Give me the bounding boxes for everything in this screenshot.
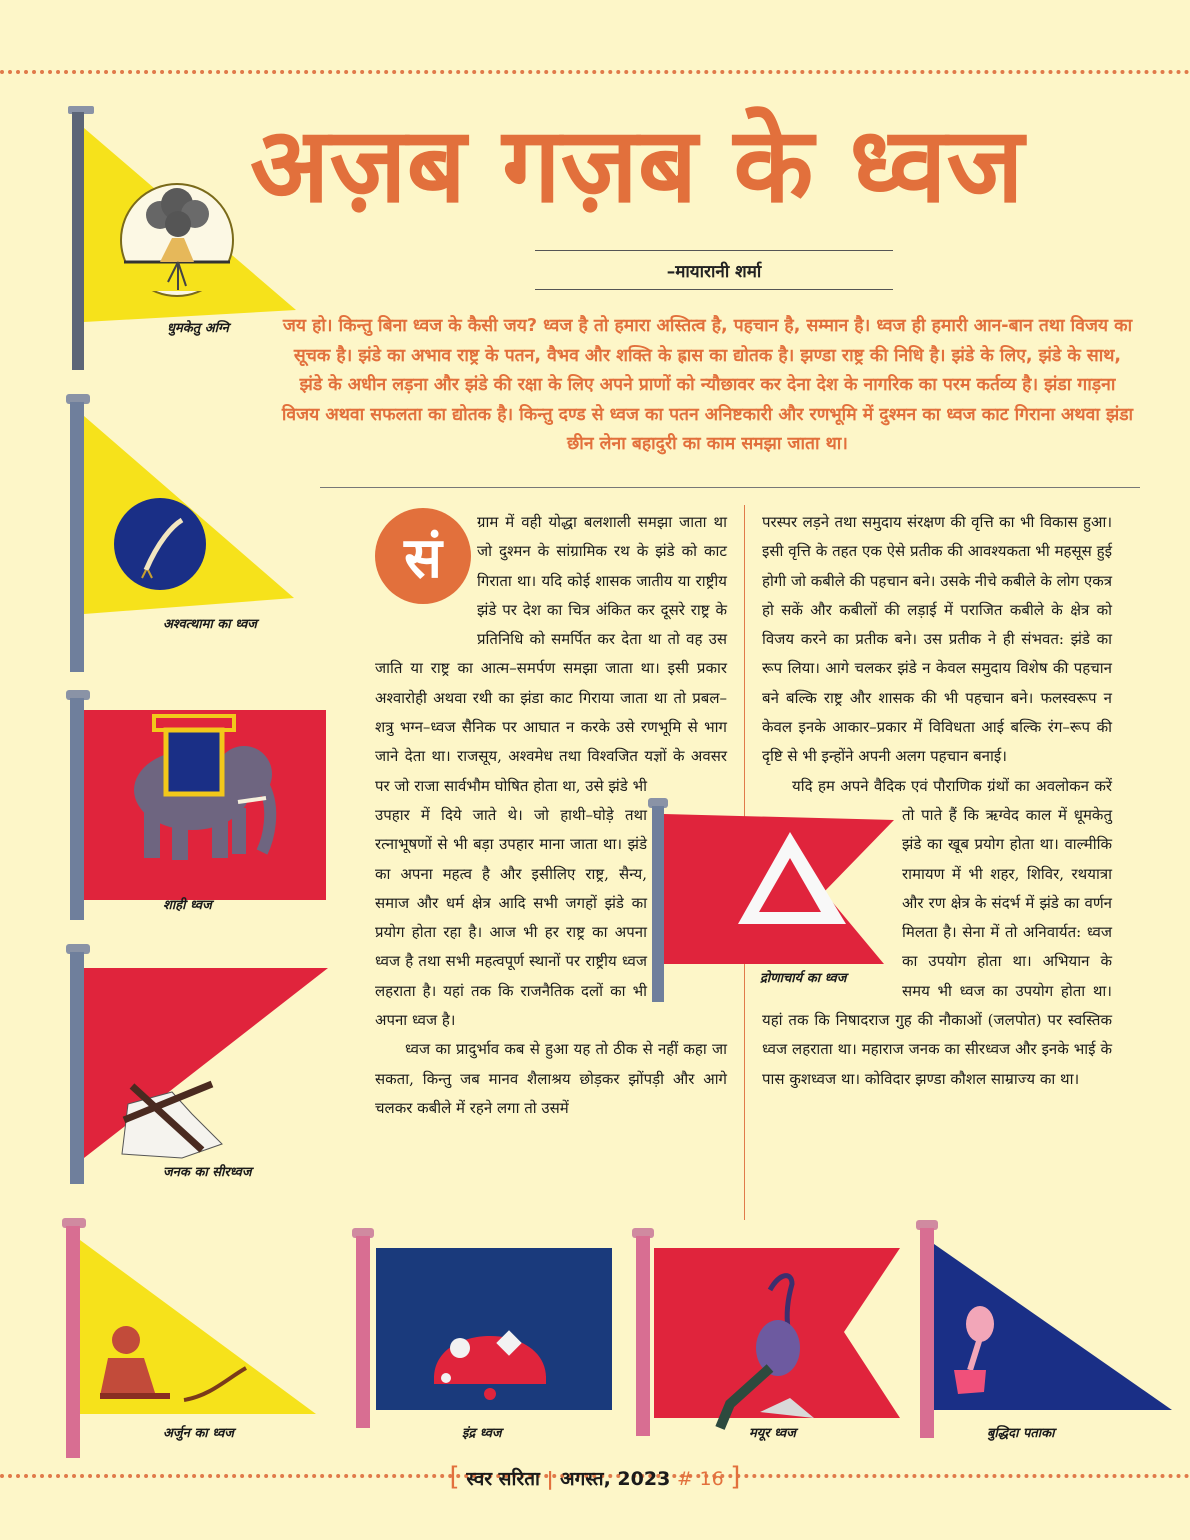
footer-magazine: स्वर सरिता	[466, 1468, 540, 1490]
footer-issue: अगस्त, 2023	[560, 1468, 671, 1490]
footer-bracket-right: ]	[730, 1462, 741, 1492]
page-number: 16	[699, 1468, 724, 1490]
footer-separator: |	[546, 1468, 554, 1490]
column-left-paragraph-1: ग्राम में वही योद्धा बलशाली समझा जाता था जो दुश्मन के सांग्रामिक रथ के झंडे को काट गिराता था। यदि कोई शासक जातीय या राष्ट्रीय झंडे पर देश का चित्र अंकित कर दूसरे राष्ट्र के प्रतिनिधि को समर्पित कर देता था तो वह उस जाति या राष्ट्र का आत्म–समर्पण समझा जाता था। इसी प्रकार अश्वारोही अथवा रथी का झंडा काट गिराया जाता था तो प्रबल–शत्रु भग्न–ध्वज सैनिक पर आघात न करके उसे रणभूमि से भाग जाने देता था। राजसूय, अश्वमेध तथा विश्वजित यज्ञों के अवसर पर जो राजा सार्वभौम घोषित होता था, उसे झंडे भी उपहार में दिये जाते थे। जो हाथी–घोड़े तथा रत्नाभूषणों से भी बड़ा उपहार माना जाता था। झंडे का अपना महत्व है और इसीलिए राष्ट्र, सैन्य, समाज और धर्म क्षेत्र आदि सभी जगहों झंडे का प्रयोग होता रहा है। आज भी हर राष्ट्र का अपना ध्वज है तथा सभी महत्वपूर्ण स्थानों पर राष्ट्रीय ध्वज लहराता है। यहां तक कि राजनैतिक दलों का भी अपना ध्वज है।	[375, 513, 727, 1030]
janak-flag-illustration	[62, 944, 332, 1184]
column-right-paragraph-1: परस्पर लड़ने तथा समुदाय संरक्षण की वृत्ति का भी विकास हुआ। इसी वृत्ति के तहत एक ऐसे प्रतीक की आवश्यकता भी महसूस हुई होगी जो कबीले की पहचान बने। उसके नीचे कबीले के लोग एकत्र हो सकें और कबीलों की लड़ाई में पराजित कबीले के क्षेत्र को विजय करने का प्रतीक बने। उस प्रतीक ने ही संभवत: झंडे का रूप लिया। आगे चलकर झंडे न केवल समुदाय विशेष की पहचान बने बल्कि राष्ट्र और शासक की भी पहचान बने। फलस्वरूप न केवल इनके आकार–प्रकार में विविधता आई बल्कि रंग–रूप की दृष्टि से भी इन्होंने अपनी अलग पहचान बनाई।	[762, 513, 1112, 766]
caption-shahi: शाही ध्वज	[163, 898, 212, 913]
caption-ashwatthama: अश्वत्थामा का ध्वज	[163, 617, 257, 632]
page-title: अज़ब गज़ब के ध्वज	[250, 104, 1024, 226]
indra-flag-illustration	[350, 1228, 615, 1428]
byline: –मायारानी शर्मा	[666, 262, 762, 282]
page-footer	[0, 1462, 1190, 1492]
footer-hash: #	[676, 1468, 693, 1490]
mayur-flag-illustration	[630, 1228, 905, 1438]
drop-cap: सं	[375, 508, 471, 604]
byline-rule-top	[535, 250, 893, 251]
column-right-paragraph-2: यदि हम अपने वैदिक एवं पौराणिक ग्रंथों का अवलोकन करें तो पाते हैं कि ऋग्वेद काल में धूमकेतु झंडे का खूब प्रयोग होता था। वाल्मीकि रामायण में भी शहर, शिविर, रथयात्रा और रण क्षेत्र के संदर्भ में झंडे का वर्णन मिलता है। सेना में तो अनिवार्यत: ध्वज का उपयोग होता था। अभियान के समय भी ध्वज का उपयोग होता था। यहां तक कि निषादराज गुह की नौकाओं (जलपोत) पर स्वस्तिक ध्वज लहराता था। महाराज जनक का सीरध्वज और इनके भाई के पास कुशध्वज था। कोविदार झण्डा कौशल साम्राज्य का था।	[762, 776, 1112, 1088]
arjun-flag-illustration	[60, 1218, 320, 1458]
caption-mayur: मयूर ध्वज	[749, 1426, 796, 1441]
caption-janak: जनक का सीरध्वज	[163, 1165, 252, 1180]
top-dotted-border	[0, 70, 1190, 74]
caption-dhumketu: धुमकेतु अग्नि	[167, 321, 229, 336]
caption-drona: द्रोणाचार्य का ध्वज	[760, 971, 847, 986]
buddhida-flag-illustration	[914, 1220, 1176, 1440]
dropcap-spacer	[375, 508, 477, 626]
intro-paragraph: जय हो। किन्तु बिना ध्वज के कैसी जय? ध्वज है तो हमारा अस्तित्व है, पहचान है, सम्मान है। ध्वज ही हमारी आन-बान तथा विजय का सूचक है। झंडे का अभाव राष्ट्र के पतन, वैभव और शक्ति के ह्रास का द्योतक है। झण्डा राष्ट्र की निधि है। झंडे के लिए, झंडे के साथ, झंडे के अधीन लड़ना और झंडे की रक्षा के लिए अपने प्राणों को न्यौछावर कर देना देश के नागरिक का परम कर्तव्य है। झंडा गाड़ना विजय अथवा सफलता का द्योतक है। किन्तु दण्ड से ध्वज का पतन अनिष्टकारी और रणभूमि में दुश्मन का ध्वज काट गिराना अथवा झंडा छीन लेना बहादुरी का काम समझा जाता था।	[281, 316, 1134, 454]
intro-rule	[320, 487, 1140, 488]
caption-indra: इंद्र ध्वज	[462, 1426, 502, 1441]
shahi-flag-illustration	[62, 690, 332, 920]
footer-bracket-left: [	[449, 1462, 460, 1492]
byline-rule-bottom	[535, 289, 893, 290]
caption-arjun: अर्जुन का ध्वज	[163, 1426, 234, 1441]
column-left-paragraph-2: ध्वज का प्रादुर्भाव कब से हुआ यह तो ठीक से नहीं कहा जा सकता, किन्तु जब मानव शैलाश्रय छोड़कर झोंपड़ी और आगे चलकर कबीले में रहने लगा तो उसमें	[375, 1040, 727, 1117]
caption-buddhida: बुद्धिदा पताका	[987, 1426, 1055, 1441]
